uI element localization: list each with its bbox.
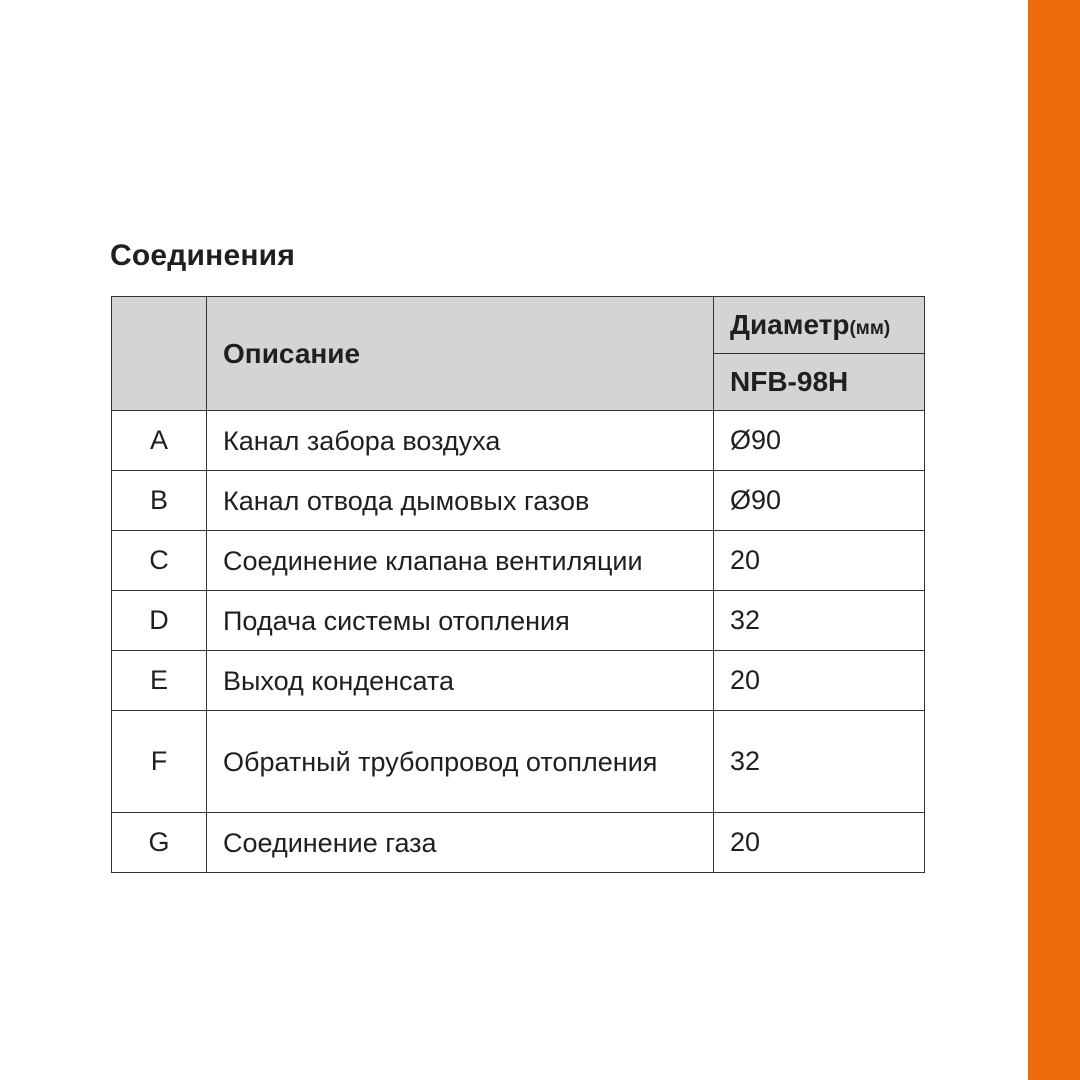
row-letter: C <box>112 531 207 591</box>
model-column-header: NFB-98H <box>714 354 925 411</box>
row-letter: F <box>112 711 207 813</box>
letter-column-header <box>112 297 207 411</box>
row-description: Выход конденсата <box>207 651 714 711</box>
row-letter: E <box>112 651 207 711</box>
row-letter: G <box>112 813 207 873</box>
diameter-label: Диаметр <box>730 309 850 340</box>
row-diameter: 32 <box>714 591 925 651</box>
table-row <box>112 813 925 873</box>
row-diameter: 20 <box>714 651 925 711</box>
row-description: Канал отвода дымовых газов <box>207 471 714 531</box>
row-letter: D <box>112 591 207 651</box>
table-row <box>112 651 925 711</box>
row-letter: A <box>112 411 207 471</box>
table-header-row <box>112 297 925 354</box>
row-description: Соединение газа <box>207 813 714 873</box>
row-diameter: 20 <box>714 531 925 591</box>
row-description: Подача системы отопления <box>207 591 714 651</box>
description-column-header: Описание <box>207 297 714 411</box>
section-title: Соединения <box>110 239 296 272</box>
row-diameter: 32 <box>714 711 925 813</box>
diameter-column-header <box>714 297 925 354</box>
row-diameter: Ø90 <box>714 411 925 471</box>
row-letter: B <box>112 471 207 531</box>
connections-table <box>111 296 925 873</box>
table-row <box>112 471 925 531</box>
table-row <box>112 711 925 813</box>
table-row <box>112 411 925 471</box>
table-row <box>112 531 925 591</box>
row-description: Канал забора воздуха <box>207 411 714 471</box>
row-diameter: Ø90 <box>714 471 925 531</box>
diameter-unit: (мм) <box>849 318 891 339</box>
row-description: Соединение клапана вентиляции <box>207 531 714 591</box>
row-description: Обратный трубопровод отопления <box>207 711 714 813</box>
table-row <box>112 591 925 651</box>
accent-bar <box>1028 0 1080 1080</box>
row-diameter: 20 <box>714 813 925 873</box>
